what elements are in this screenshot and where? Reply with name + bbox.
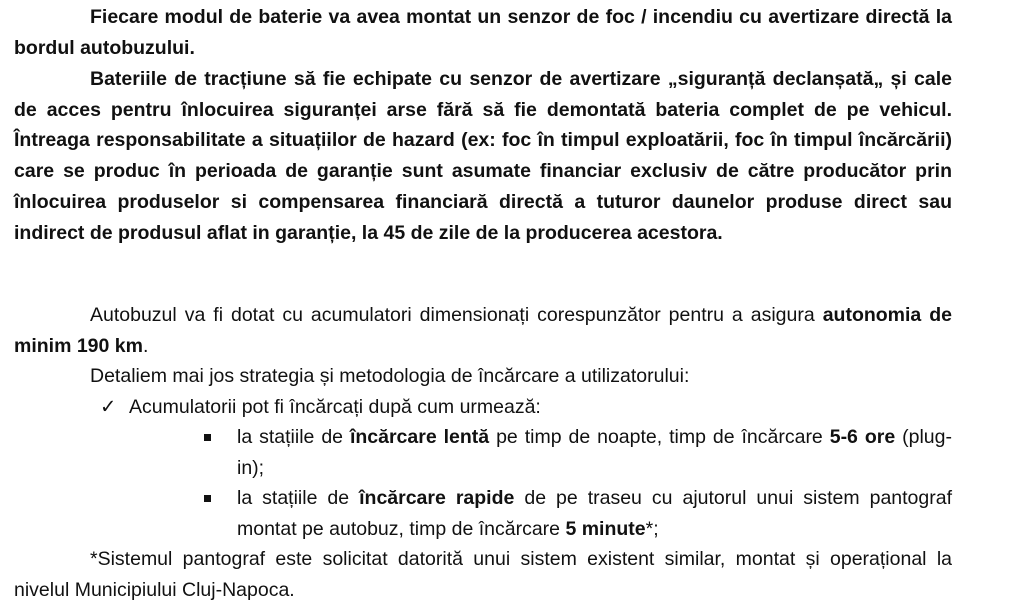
autonomy-end: . <box>142 334 149 357</box>
paragraph-traction-batteries: Bateriile de tracțiune să fie echipate cu senzor de avertizare „siguranță declanșată„ și cale de acces pentru înlocuirea siguranței arse fără să fie demontată bateria complet de pe vehicul. Întreaga responsabilitate a situațiilor de hazard (ex: foc în timpul exploatării, foc în timpul încărcării) care se produc în perioada de garanție sunt asumate financiar exclusiv de către producător prin înlocuirea produselor si compensarea financiară directă a tuturor daunelor produse direct sau indirect de produsul aflat in garanție, la 45 de zile de la producerea acestora. <box>14 68 952 244</box>
bullet1-text-2: pe timp de noapte, timp de încărcare <box>489 426 830 448</box>
bullet1-bold-2: 5-6 ore <box>829 426 896 448</box>
paragraph-strategy: Detaliem mai jos strategia și metodologia de încărcare a utilizatorului: <box>90 365 690 387</box>
autonomy-bold: autonomia de minim 190 km <box>14 304 953 357</box>
paragraph-autonomy <box>14 300 952 361</box>
bullet1-text-3: (plug-in); <box>237 426 952 479</box>
bullet2-bold-2: 5 minute <box>565 517 646 540</box>
bullet1-text-1: la stațiile de <box>237 426 350 448</box>
check-item-text: Acumulatorii pot fi încărcați după cum urmează: <box>129 396 541 418</box>
paragraph-fire-sensor: Fiecare modul de baterie va avea montat un senzor de foc / incendiu cu avertizare directă la bordul autobuzului. <box>14 6 952 59</box>
bullet2-text-3: *; <box>645 517 659 540</box>
bullet2-bold-1: încărcare rapide <box>359 487 515 509</box>
bullet-item-slow-charging <box>237 422 952 483</box>
bullet2-text-2: de pe traseu cu ajutorul unui sistem pantograf montat pe autobuz, timp de încărcare <box>237 487 952 540</box>
square-bullet-icon <box>204 495 211 502</box>
autonomy-text: Autobuzul va fi dotat cu acumulatori dimensionați corespunzător pentru a asigura <box>90 304 823 326</box>
square-bullet-icon <box>204 434 211 441</box>
bullet-item-fast-charging <box>237 483 952 544</box>
paragraph-footnote: *Sistemul pantograf este solicitat datorită unui sistem existent similar, montat și operațional la nivelul Municipiului Cluj-Napoca. <box>14 548 952 601</box>
check-list-item <box>100 392 952 423</box>
check-mark-icon: ✓ <box>100 396 117 418</box>
bullet2-text-1: la stațiile de <box>237 487 360 509</box>
bullet1-bold-1: încărcare lentă <box>349 426 490 448</box>
